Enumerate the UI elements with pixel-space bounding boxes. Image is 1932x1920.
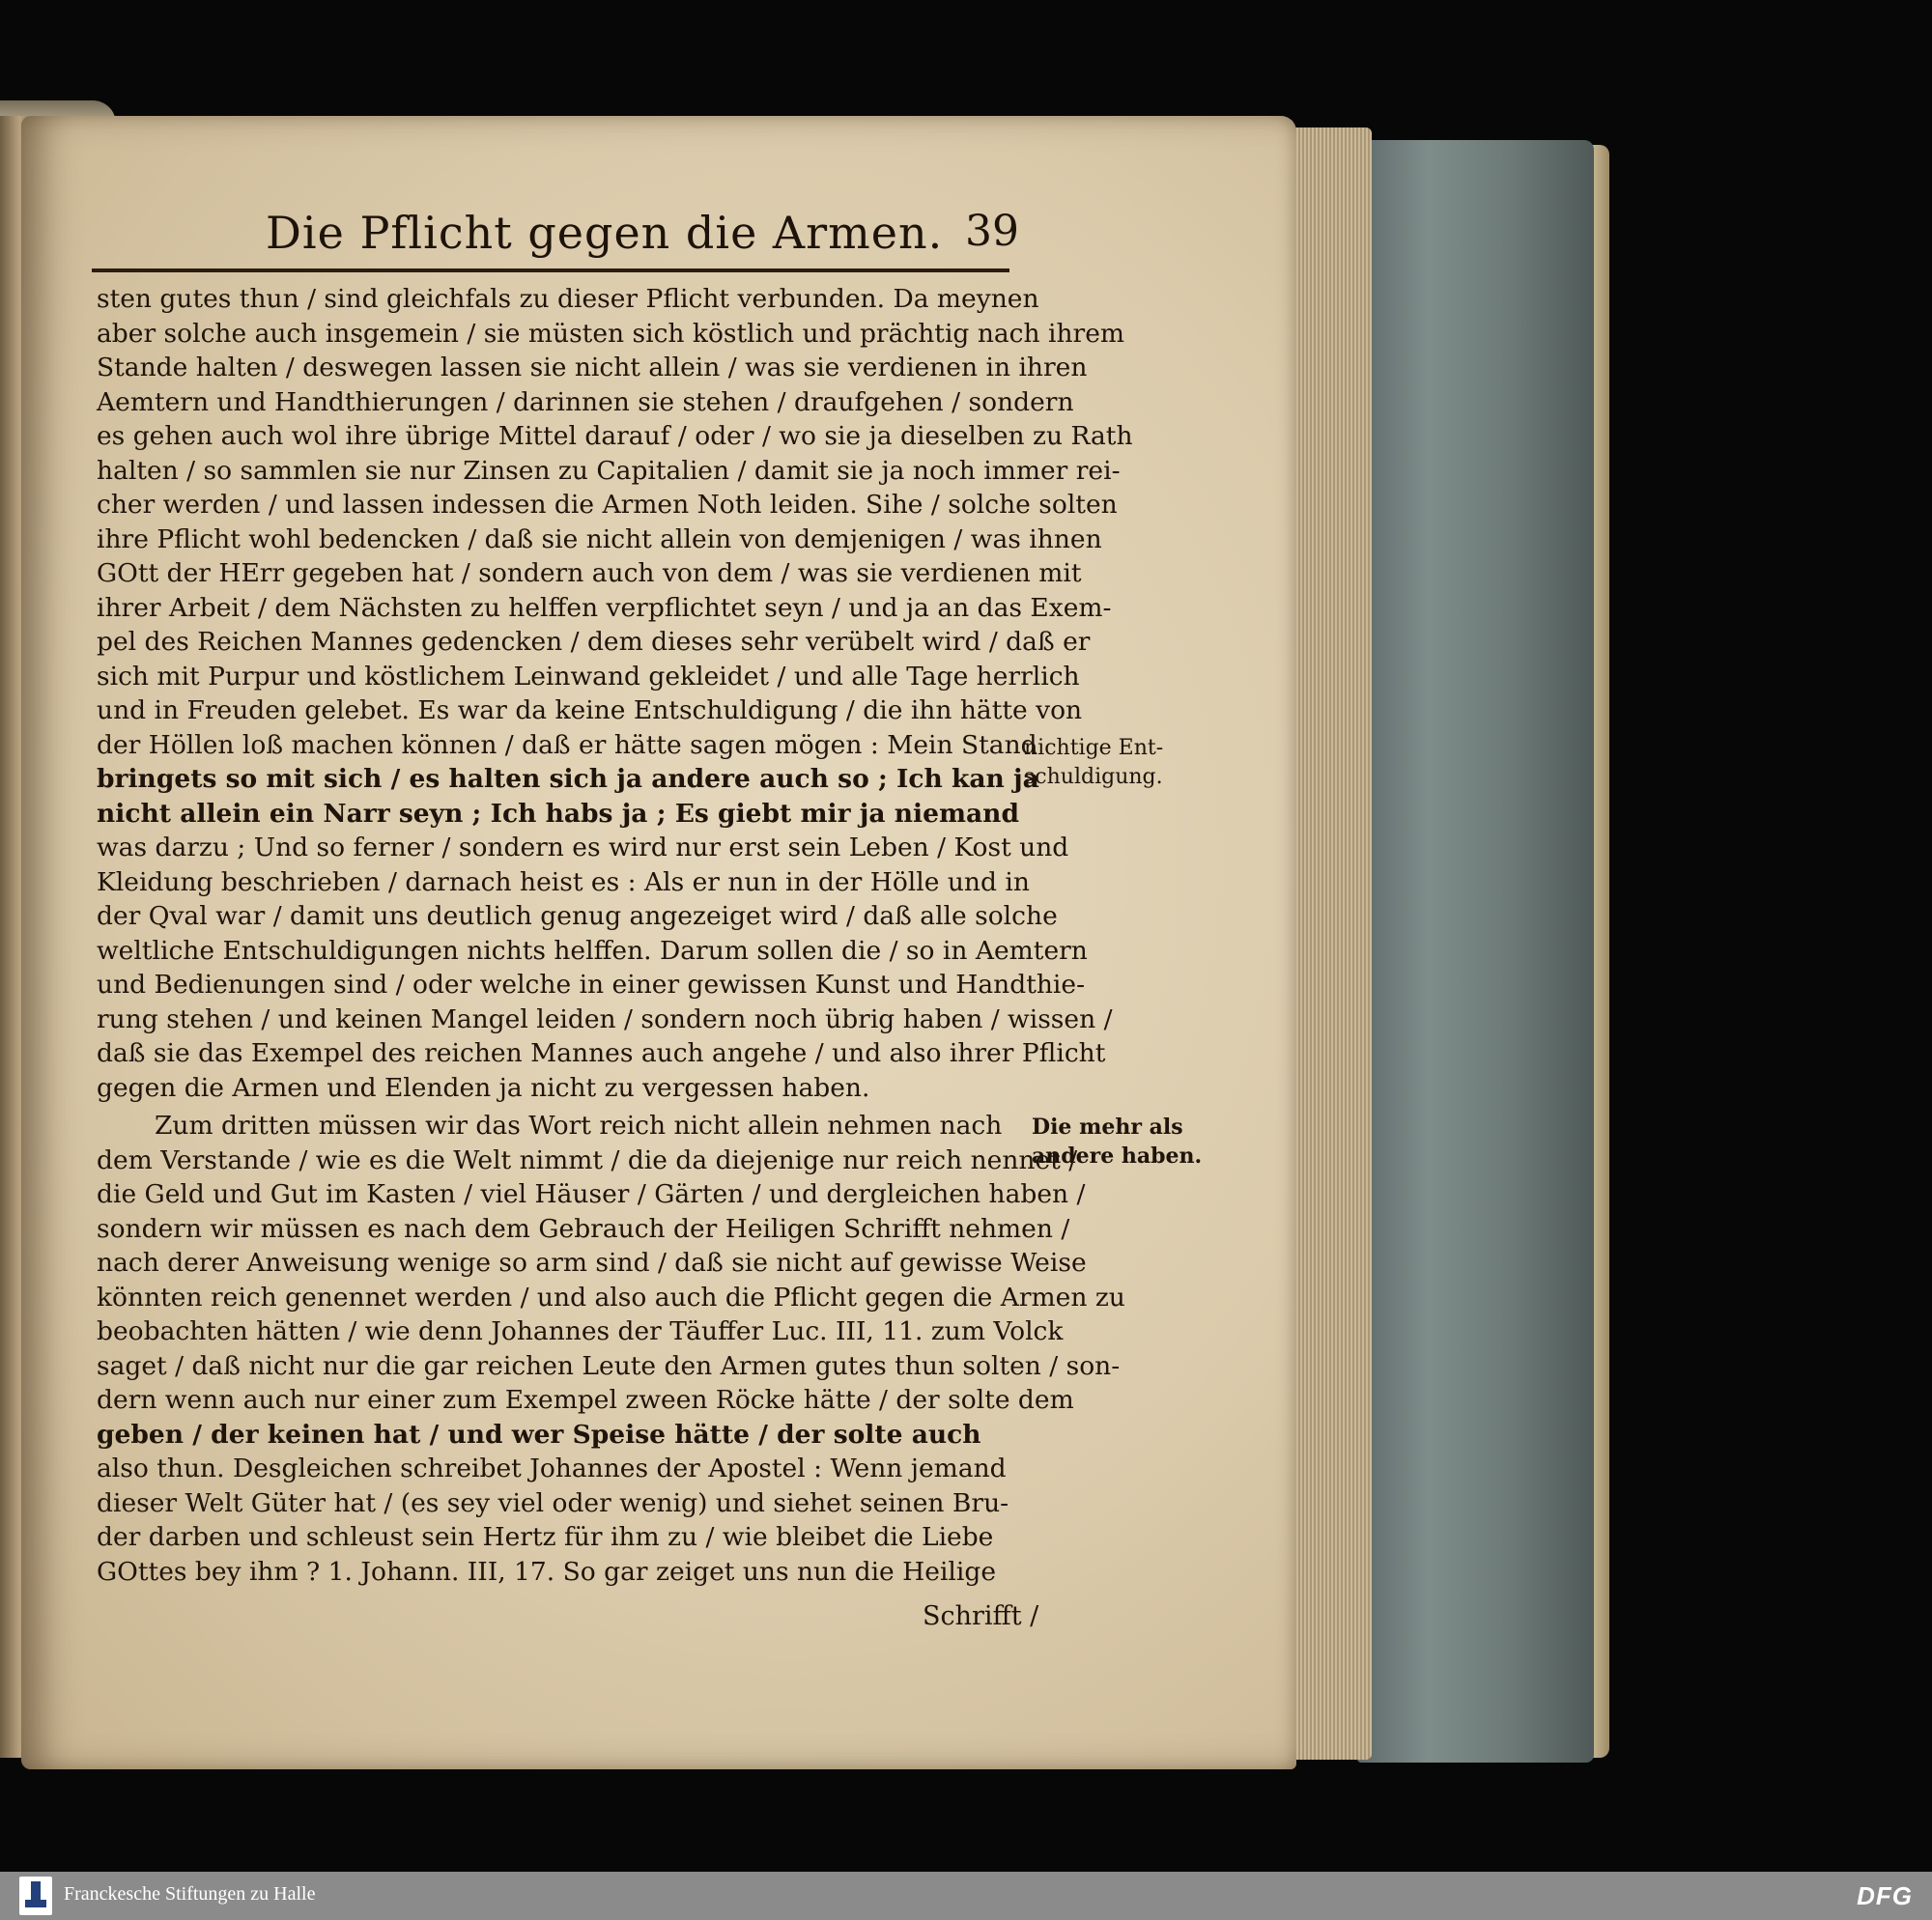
- institution-logo-icon[interactable]: [19, 1877, 52, 1915]
- catchword: Schrifft /: [923, 1601, 1039, 1631]
- margin-note: [1032, 1113, 1202, 1171]
- text-line: Stande halten / deswegen lassen sie nicht allein / was sie verdienen in ihren: [97, 353, 1088, 382]
- dfg-logo[interactable]: DFG: [1857, 1881, 1913, 1910]
- text-line: dem Verstande / wie es die Welt nimmt / die da diejenige nur reich nennet /: [97, 1144, 1078, 1175]
- text-line: und in Freuden gelebet. Es war da keine Entschuldigung / die ihn hätte von: [97, 695, 1083, 725]
- text-line: nach derer Anweisung wenige so arm sind / daß sie nicht auf gewisse Weise: [97, 1248, 1087, 1278]
- margin-note-line: nichtige Ent-: [1024, 736, 1164, 760]
- running-head: [246, 207, 1019, 274]
- text-line: saget / daß nicht nur die gar reichen Leute den Armen gutes thun solten / son-: [97, 1350, 1121, 1381]
- text-line: Zum dritten müssen wir das Wort reich nicht allein nehmen nach: [155, 1111, 1003, 1141]
- text-line: könnten reich genennet werden / und also auch die Pflicht gegen die Armen zu: [97, 1282, 1125, 1313]
- text-line: sondern wir müssen es nach dem Gebrauch der Heiligen Schrifft nehmen /: [97, 1213, 1070, 1244]
- text-line: ihre Pflicht wohl bedencken / daß sie nicht allein von demjenigen / was ihnen: [97, 523, 1102, 554]
- text-line: GOtt der HErr gegeben hat / sondern auch von dem / was sie verdienen mit: [97, 558, 1082, 588]
- page-stack-edge: [1285, 127, 1372, 1760]
- text-line: cher werden / und lassen indessen die Armen Noth leiden. Sihe / solche solten: [97, 490, 1118, 520]
- margin-note: [1024, 734, 1163, 792]
- institution-link[interactable]: Franckesche Stiftungen zu Halle: [64, 1883, 316, 1905]
- text-line: Aemtern und Handthierungen / darinnen sie stehen / draufgehen / sondern: [97, 386, 1074, 417]
- text-line: aber solche auch insgemein / sie müsten sich köstlich und prächtig nach ihrem: [97, 318, 1125, 349]
- text-line: ihrer Arbeit / dem Nächsten zu helffen verpflichtet seyn / und ja an das Exem-: [97, 592, 1112, 623]
- text-line: was darzu ; Und so ferner / sondern es wird nur erst sein Leben / Kost und: [97, 833, 1069, 862]
- text-line: daß sie das Exempel des reichen Mannes auch angehe / und also ihrer Pflicht: [97, 1038, 1106, 1068]
- text-line: weltliche Entschuldigungen nichts helffen. Darum sollen die / so in Aemtern: [97, 935, 1088, 966]
- text-line: es gehen auch wol ihre übrige Mittel darauf / oder / wo sie ja dieselben zu Rath: [97, 421, 1133, 451]
- text-line: der darben und schleust sein Hertz für ihm zu / wie bleibet die Liebe: [97, 1522, 994, 1552]
- text-line: sten gutes thun / sind gleichfals zu dieser Pflicht verbunden. Da meynen: [97, 284, 1039, 314]
- text-line: dern wenn auch nur einer zum Exempel zween Röcke hätte / der solte dem: [97, 1385, 1074, 1415]
- page-number: 39: [965, 207, 1019, 256]
- book-fore-edge: [1357, 140, 1594, 1763]
- running-title: Die Pflicht gegen die Armen.: [266, 207, 944, 259]
- header-rule: [92, 268, 1009, 272]
- margin-note-line: schuldigung.: [1024, 765, 1163, 789]
- text-line: GOttes bey ihm ? 1. Johann. III, 17. So gar zeiget uns nun die Heilige: [97, 1556, 997, 1587]
- text-line: bringets so mit sich / es halten sich ja andere auch so ; Ich kan ja: [97, 764, 1039, 794]
- viewer-footer: [0, 1872, 1932, 1920]
- text-line: und Bedienungen sind / oder welche in einer gewissen Kunst und Handthie-: [97, 970, 1086, 1000]
- text-line: dieser Welt Güter hat / (es sey viel oder wenig) und siehet seinen Bru-: [97, 1487, 1009, 1518]
- margin-note-line: Die mehr als: [1032, 1115, 1183, 1140]
- text-line: gegen die Armen und Elenden ja nicht zu vergessen haben.: [97, 1072, 870, 1103]
- text-line: rung stehen / und keinen Mangel leiden / sondern noch übrig haben / wissen /: [97, 1003, 1113, 1034]
- text-line: also thun. Desgleichen schreibet Johannes der Apostel : Wenn jemand: [97, 1454, 1007, 1483]
- text-line: die Geld und Gut im Kasten / viel Häuser / Gärten / und dergleichen haben /: [97, 1179, 1086, 1209]
- margin-note-line: andere haben.: [1032, 1144, 1203, 1169]
- text-line: beobachten hätten / wie denn Johannes der Täuffer Luc. III, 11. zum Volck: [97, 1316, 1064, 1346]
- text-line: Kleidung beschrieben / darnach heist es : Als er nun in der Hölle und in: [97, 866, 1030, 897]
- text-line: nicht allein ein Narr seyn ; Ich habs ja ; Es giebt mir ja niemand: [97, 798, 1019, 829]
- text-line: geben / der keinen hat / und wer Speise hätte / der solte auch: [97, 1419, 981, 1450]
- text-line: der Höllen loß machen können / daß er hätte sagen mögen : Mein Stand: [97, 729, 1037, 760]
- text-line: der Qval war / damit uns deutlich genug angezeiget wird / daß alle solche: [97, 901, 1058, 931]
- text-line: pel des Reichen Mannes gedencken / dem dieses sehr verübelt wird / daß er: [97, 627, 1091, 657]
- text-line: sich mit Purpur und köstlichem Leinwand gekleidet / und alle Tage herrlich: [97, 661, 1080, 692]
- text-line: halten / so sammlen sie nur Zinsen zu Capitalien / damit sie ja noch immer rei-: [97, 455, 1121, 486]
